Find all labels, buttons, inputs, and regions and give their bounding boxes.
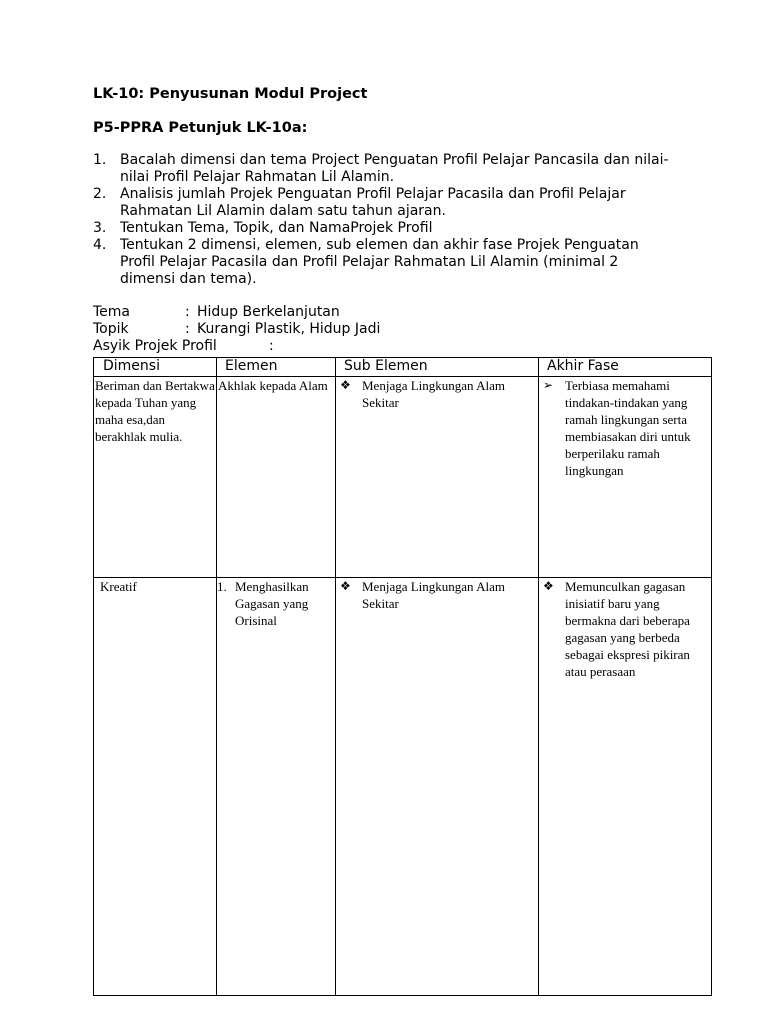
cell-dimensi: Beriman dan Bertakwa kepada Tuhan yang maha esa,dan berakhlak mulia. [94, 377, 217, 578]
topik-value: Kurangi Plastik, Hidup Jadi [197, 321, 381, 337]
tema-value: Hidup Berkelanjutan [197, 304, 340, 320]
topik-label: Topik [93, 321, 129, 337]
nama-projek-line: Asyik Projek Profil : [93, 338, 274, 354]
table-row [94, 578, 712, 996]
cell-akhir-fase: ➢ Terbiasa memahami tindakan-tindakan yang ramah lingkungan serta membiasakan diri untuk berperilaku ramah lingkungan [539, 377, 712, 578]
document-subtitle: P5-PPRA Petunjuk LK-10a: [93, 120, 308, 136]
list-item: 4. Tentukan 2 dimensi, elemen, sub elemen dan akhir fase Projek Penguatan Profil Pelajar Pacasila dan Profil Pelajar Rahmatan Lil Alamin (minimal 2 dimensi dan tema). [93, 237, 639, 287]
project-table [93, 357, 712, 996]
table-row [94, 377, 712, 578]
diamond-bullet-icon: ❖ [340, 579, 351, 593]
header-dimensi: Dimensi [94, 358, 217, 377]
tema-line: Tema : Hidup Berkelanjutan [93, 304, 340, 320]
header-sub-elemen: Sub Elemen [336, 358, 539, 377]
arrow-bullet-icon: ➢ [543, 378, 554, 392]
list-item: 3. Tentukan Tema, Topik, dan NamaProjek Profil [93, 220, 433, 236]
diamond-bullet-icon: ❖ [340, 378, 351, 392]
diamond-bullet-icon: ❖ [543, 579, 554, 593]
header-akhir-fase: Akhir Fase [539, 358, 712, 377]
list-item: 2. Analisis jumlah Projek Penguatan Profil Pelajar Pacasila dan Profil Pelajar Rahmatan Lil Alamin dalam satu tahun ajaran. [93, 186, 626, 219]
cell-sub-elemen: ❖ Menjaga Lingkungan Alam Sekitar [336, 377, 539, 578]
tema-label: Tema [93, 304, 131, 320]
topik-line: Topik : Kurangi Plastik, Hidup Jadi [93, 321, 381, 337]
header-elemen: Elemen [217, 358, 336, 377]
document-title: LK-10: Penyusunan Modul Project [93, 86, 368, 102]
instruction-list [93, 152, 673, 288]
cell-sub-elemen: ❖ Menjaga Lingkungan Alam Sekitar [336, 578, 539, 996]
cell-dimensi: Kreatif [94, 578, 217, 996]
nama-projek-label: Asyik Projek Profil [93, 338, 217, 354]
cell-akhir-fase: ❖ Memunculkan gagasan inisiatif baru yang bermakna dari beberapa gagasan yang berbeda sebagai ekspresi pikiran atau perasaan [539, 578, 712, 996]
cell-elemen: 1. Menghasilkan Gagasan yang Orisinal [217, 578, 336, 996]
cell-elemen: Akhlak kepada Alam [217, 377, 336, 578]
table-header-row [94, 358, 712, 377]
list-item: 1. Bacalah dimensi dan tema Project Penguatan Profil Pelajar Pancasila dan nilai-nilai Profil Pelajar Rahmatan Lil Alamin. [93, 152, 669, 185]
